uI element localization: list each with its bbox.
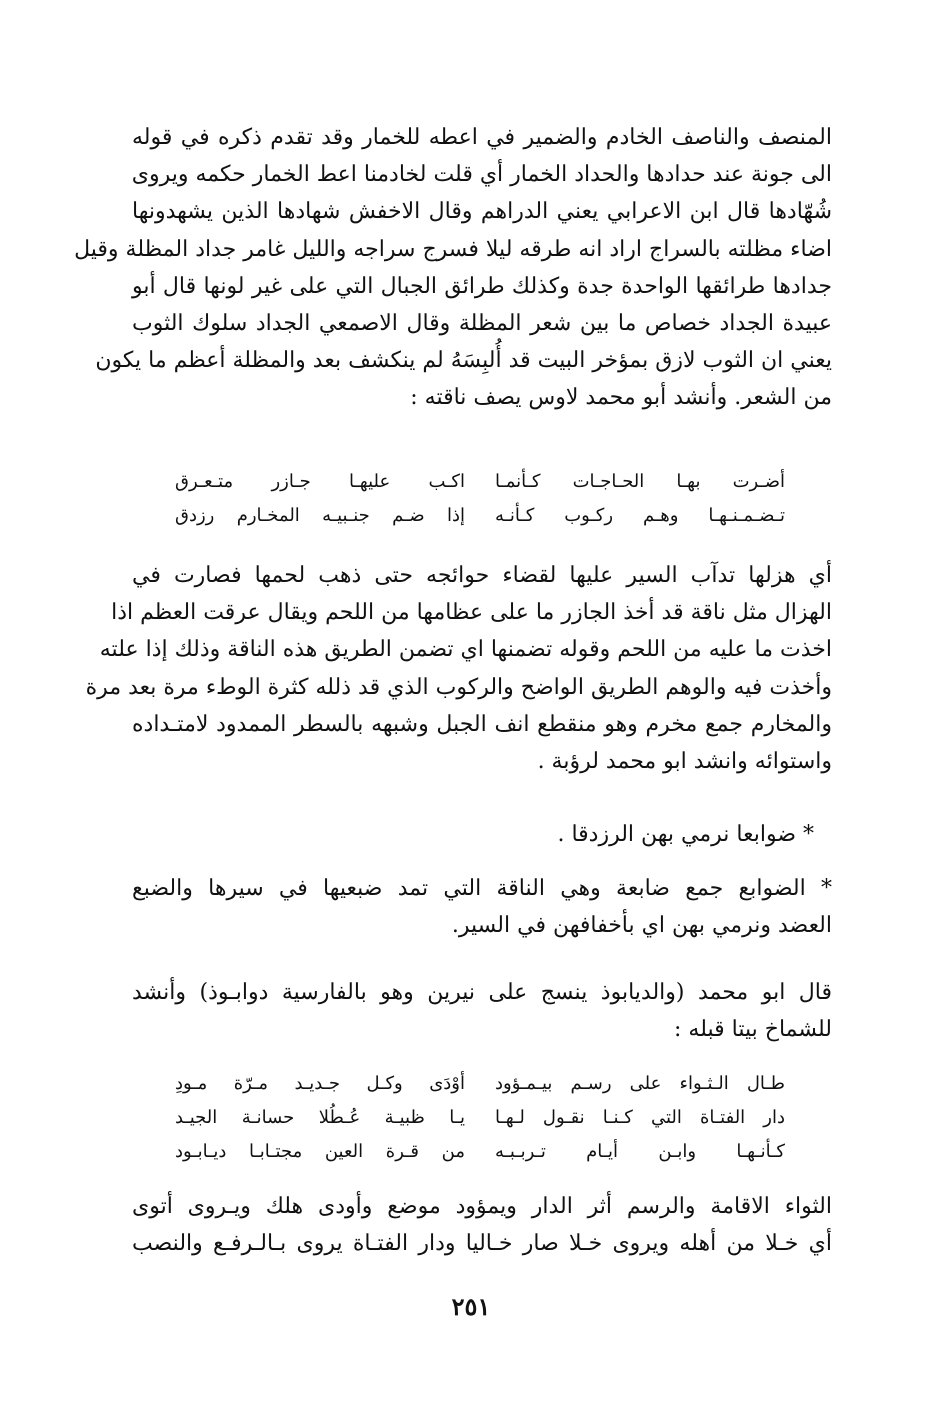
text-line: يعني ان الثوب لازق بمؤخر البيت قد أُلبِسَهُ لم ينكشف بعد والمظلة أعظم ما يكون [95, 348, 832, 374]
text-line: والمخارم جمع مخرم وهو منقطع انف الجبل وشبهه بالسطر الممدود لامتـداده [132, 711, 832, 737]
verse-second-half: إذا ضـم جنـبيـه المخـارم رزدق [175, 505, 465, 526]
paragraph-4 [132, 870, 832, 944]
verse-second-half: أوْدَى وكـل جـديـد مـرّة مـودِ [175, 1073, 465, 1094]
poem-verse [175, 1101, 785, 1135]
text-line: الثواء الاقامة والرسم أثر الدار ويمؤود موضع وأودى هلك ويـروى أتوى [132, 1194, 832, 1219]
text-line: الهزال مثل ناقة قد أخذ الجازر ما على عظامها من اللحم ويقال عرقت العظم اذا [111, 600, 832, 626]
text-line: جدادها طرائقها الواحدة جدة وكذلك طرائق الجبال التي على غير لونها قال أبو [132, 273, 832, 299]
text-line: من الشعر. وأنشد أبو محمد لاوس يصف ناقته : [410, 385, 832, 411]
verse-first-half: تـضـمـنـهـا وهـم ركـوب كـأنـه [495, 505, 785, 526]
text-line: وأخذت فيه والوهم الطريق الواضح والركوب الذي قد ذلله كثرة الوطء مرة بعد مرة [85, 674, 832, 700]
verse-first-half: طـال الـثـواء على رسـم بيـمـؤود [495, 1073, 785, 1094]
text-line: عبيدة الجداد خصاص ما بين شعر المظلة وقال الاصمعي الجداد سلوك الثوب [132, 311, 832, 337]
text-line: اضاء مظلته بالسراج اراد انه طرقه ليلا فسرج سراجه والليل غامر جداد المظلة وقيل [74, 236, 832, 262]
text-line: قال ابو محمد (والديابوذ ينسج على نيرين وهو بالفارسية دوابـوذ) وأنشد [132, 980, 832, 1005]
poem-verse [175, 1067, 785, 1101]
text-line: أي خـلا من أهله ويروى خـلا صار خـاليا ودار الفتـاة يروى بـالـرفـع والنصب [132, 1231, 832, 1257]
verse-second-half: من قـرة العين مجتـابـا ديـابـود [175, 1141, 465, 1162]
poem-2 [175, 1067, 785, 1169]
paragraph-6 [132, 1188, 832, 1262]
verse-second-half: يـا ظبيـة عُـطُلا حسانـة الجيـد [175, 1107, 465, 1128]
text-line: العضد ونرمي بهن اي بأخفافهن في السير. [451, 913, 832, 939]
text-line: المنصف والناصف الخادم والضمير في اعطه للخمار وقد تقدم ذكره في قوله [132, 125, 832, 150]
paragraph-5 [132, 974, 832, 1048]
verse-first-half: كـأنـهـا وابـن أيـام تـربـبـه [495, 1141, 785, 1162]
text-line: أي هزلها تدآب السير عليها لقضاء حوائجه حتى ذهب لحمها فصارت في [132, 563, 832, 588]
poem-verse [175, 1135, 785, 1169]
text-line: للشماخ بيتا قبله : [674, 1017, 832, 1043]
text-line: شُهّادها قال ابن الاعرابي يعني الدراهم وقال الاخفش شهادها الذين يشهدونها [132, 199, 832, 225]
paragraph-3 [132, 816, 832, 853]
text-line: * الضوابع جمع ضابعة وهي الناقة التي تمد ضبعيها في سيرها والضبع [132, 876, 832, 901]
poem-verse [175, 499, 785, 533]
text-line: الى جونة عند حدادها والحداد الخمار أي قلت لخادمنا اعط الخمار حكمه ويروى [131, 162, 832, 188]
poem-verse [175, 465, 785, 499]
text-line: واستوائه وانشد ابو محمد لرؤبة . [537, 749, 832, 775]
verse-second-half: اكـب عليهـا جـازر متـعـرق [175, 471, 465, 492]
text-line: * ضوابعا نرمي بهن الرزدقا . [557, 822, 814, 847]
paragraph-1 [74, 119, 832, 417]
text-line: اخذت ما عليه من اللحم وقوله تضمنها اي تضمن الطريق هذه الناقة وذلك إذا علته [99, 637, 832, 663]
page-number: ٢٥١ [451, 1292, 491, 1321]
verse-first-half: دار الفتـاة التي كـنـا نقـول لـهـا [495, 1107, 785, 1128]
paragraph-2 [85, 557, 832, 780]
poem-1 [175, 465, 785, 533]
verse-first-half: أضـرت بهـا الحـاجـات كـأنمـا [495, 471, 785, 492]
